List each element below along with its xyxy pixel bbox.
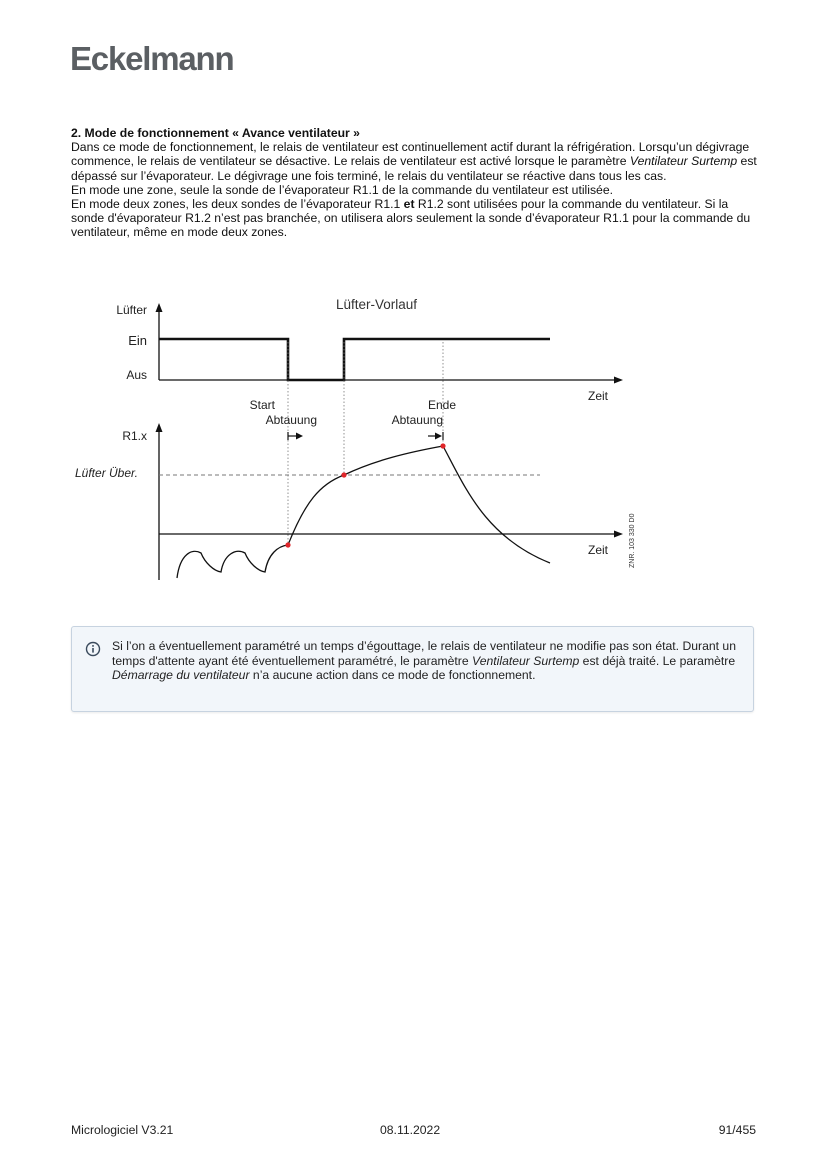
defrost-start-arrow <box>288 432 303 440</box>
note-text-part: est déjà traité. Le paramètre <box>579 653 736 668</box>
top-y-axis-arrow <box>156 303 163 312</box>
footer-date: 08.11.2022 <box>380 1123 441 1137</box>
paragraph-text: En mode deux zones, les deux sondes de l’évaporateur R1.1 <box>71 197 404 212</box>
x-axis-label-bottom: Zeit <box>587 543 609 557</box>
paragraph-text: Dans ce mode de fonctionnement, le relais de ventilateur est continuellement actif durant la réfrigération. Lorsqu’un dégivrage commence, le relais de ventilateur se désactive. Le relais de ventilateur est activé lorsque le paramètre <box>71 140 750 169</box>
paragraph-text: est dépassé sur l’évaporateur. Le dégivrage une fois terminé, le relais du ventilateur se réactive dans tous les cas. <box>71 154 757 183</box>
section-title: 2. Mode de fonctionnement « Avance ventilateur » <box>71 126 360 140</box>
top-y-axis-label: Lüfter <box>116 303 147 317</box>
defrost-temperature-curve <box>288 446 443 545</box>
defrost-start-label-1: Start <box>249 398 275 412</box>
paragraph-one-zone: En mode une zone, seule la sonde de l’évaporateur R1.1 de la commande du ventilateur est utilisée. <box>71 182 614 197</box>
info-icon <box>85 641 101 657</box>
marker-defrost-start <box>285 542 290 547</box>
threshold-label: Lüfter Über. <box>75 466 138 480</box>
eckelmann-logo: Eckelmann <box>70 40 234 77</box>
paragraph-text: R1.2 sont utilisées pour la commande du ventilateur. Si la sonde d'évaporateur R1.2 n’est pas branchée, on utilisera alors seulement la sonde d’évaporateur R1.1 pour la commande du ventilateur, même en mode deux zones. <box>71 197 751 240</box>
drawing-number: ZNR. 103 330 D0 <box>629 513 636 568</box>
paragraph-description <box>71 140 761 183</box>
parameter-name: Démarrage du ventilateur <box>112 668 250 682</box>
note-text-part: n’a aucune action dans ce mode de fonctionnement. <box>249 668 536 682</box>
paragraph-two-zones <box>71 197 761 240</box>
note-text <box>112 639 742 683</box>
note-text-part: Si l’on a éventuellement paramétré un temps d’égouttage, le relais de ventilateur ne modifie pas son état. Durant un temps d'attente ayant été éventuellement paramétré, le paramètre <box>112 639 736 668</box>
fan-state-line <box>159 339 550 380</box>
level-on-label: Ein <box>128 333 147 348</box>
marker-defrost-end <box>440 443 445 448</box>
x-axis-label-top: Zeit <box>587 389 609 403</box>
defrost-end-arrow <box>428 432 443 440</box>
defrost-end-label-1: Ende <box>427 398 456 412</box>
footer-page-number: 91/455 <box>718 1123 756 1137</box>
section-fan-advance <box>71 126 761 240</box>
diagram-title: Lüfter-Vorlauf <box>336 297 418 312</box>
defrost-start-label-2: Abtauung <box>265 413 317 427</box>
bold-word: et <box>403 197 415 212</box>
fan-advance-diagram <box>70 292 640 592</box>
info-note <box>71 626 754 712</box>
parameter-name: Ventilateur Surtemp <box>629 154 738 169</box>
level-off-label: Aus <box>126 368 147 382</box>
bottom-y-axis-arrow <box>156 423 163 432</box>
refrigeration-cycles-curve <box>177 545 288 578</box>
marker-threshold-cross <box>341 472 346 477</box>
parameter-name: Ventilateur Surtemp <box>472 653 580 668</box>
bottom-x-axis-arrow <box>614 531 623 538</box>
footer-firmware-version: Micrologiciel V3.21 <box>71 1123 174 1137</box>
defrost-end-label-2: Abtauung <box>391 413 443 427</box>
cooldown-curve <box>443 446 550 563</box>
bottom-y-axis-label: R1.x <box>122 429 147 443</box>
top-x-axis-arrow <box>614 377 623 384</box>
